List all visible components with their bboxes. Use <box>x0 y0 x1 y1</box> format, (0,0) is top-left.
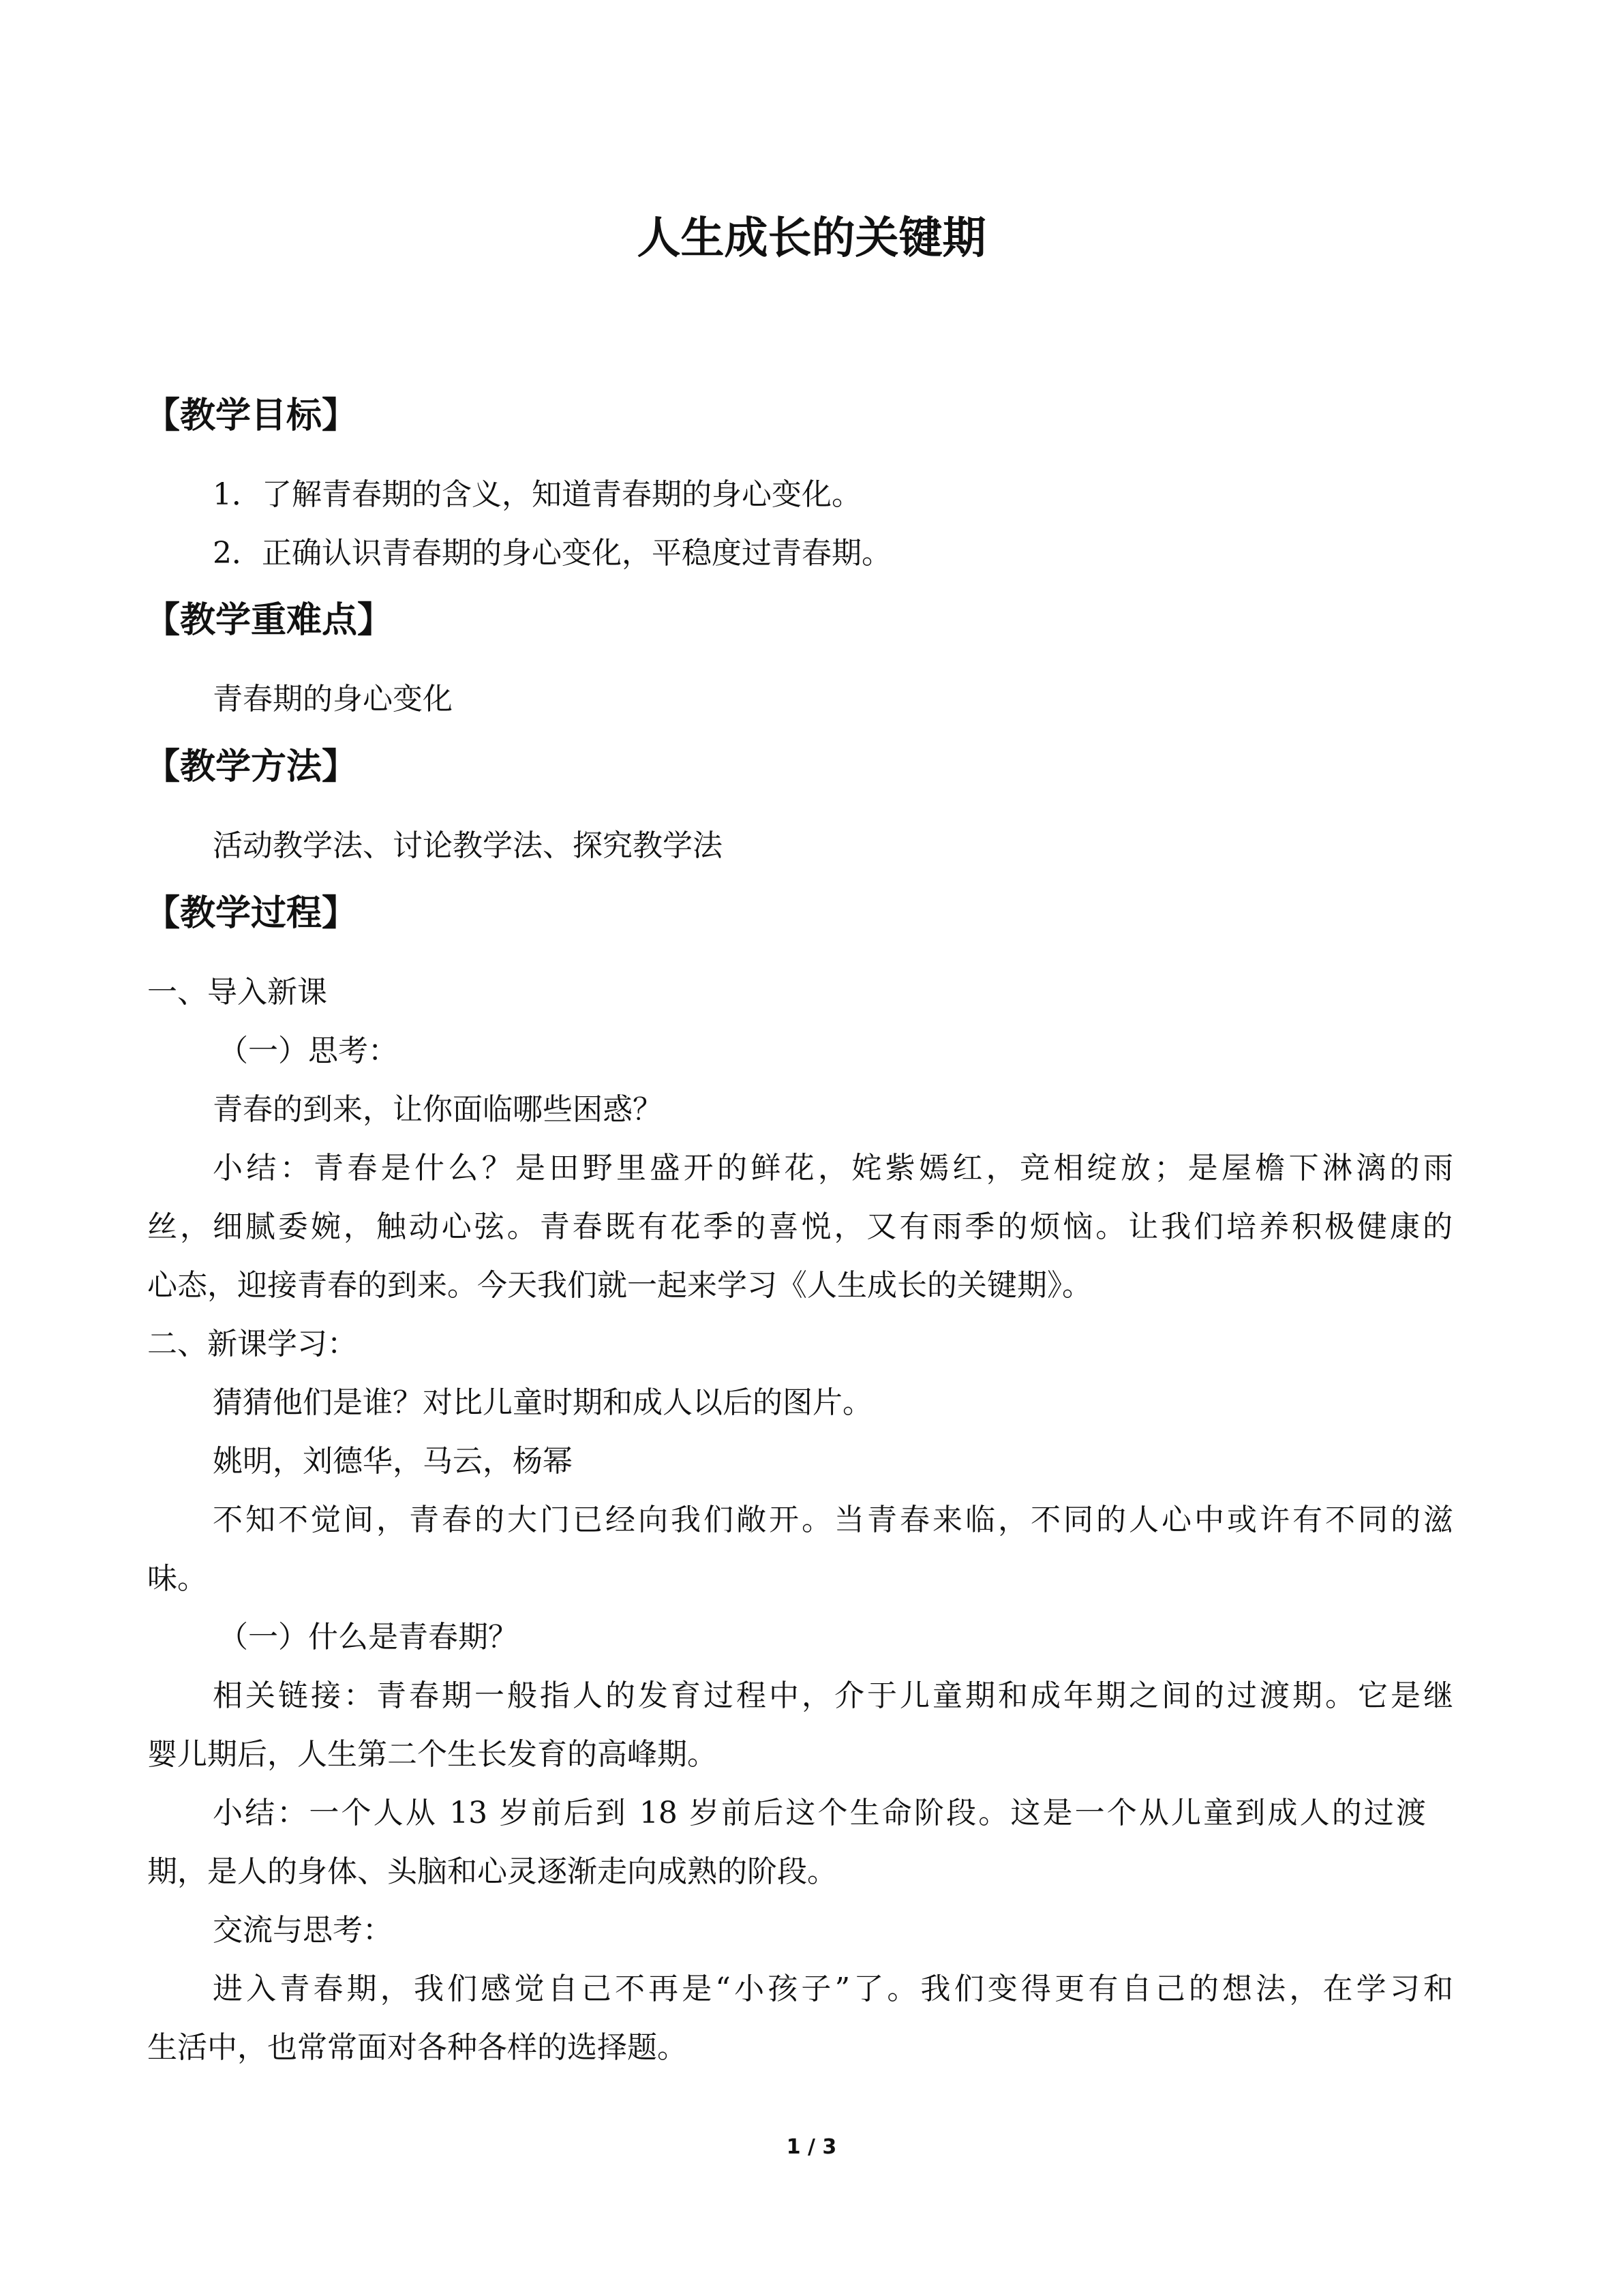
part1-summary-line-3: 心态，迎接青春的到来。今天我们就一起来学习《人生成长的关键期》。 <box>147 1268 1092 1303</box>
part2-summary-line-1: 小结：一个人从 13 岁前后到 18 岁前后这个生命阶段。这是一个从儿童到成人的过渡 <box>213 1796 1426 1830</box>
part1-summary-line-2: 丝，细腻委婉，触动心弦。青春既有花季的喜悦，又有雨季的烦恼。让我们培养积极健康的 <box>147 1209 1453 1244</box>
part2-intro-line-2: 味。 <box>147 1561 207 1596</box>
part2-summary-line-2: 期，是人的身体、头脑和心灵逐渐走向成熟的阶段。 <box>147 1854 837 1889</box>
part2-guess: 猜猜他们是谁？对比儿童时期和成人以后的图片。 <box>213 1385 873 1420</box>
part2-discuss-title: 交流与思考： <box>213 1913 393 1948</box>
part2-names: 姚明，刘德华，马云，杨幂 <box>213 1444 573 1479</box>
part2-discuss-line-2: 生活中，也常常面对各种各样的选择题。 <box>147 2030 687 2065</box>
heading-process: 【教学过程】 <box>145 893 358 934</box>
part1-title: 一、导入新课 <box>147 975 327 1010</box>
methods-text: 活动教学法、讨论教学法、探究教学法 <box>213 828 723 863</box>
heading-methods: 【教学方法】 <box>145 746 358 787</box>
part2-intro-line-1: 不知不觉间，青春的大门已经向我们敞开。当青春来临，不同的人心中或许有不同的滋 <box>213 1502 1453 1537</box>
part1-sub1: （一）思考： <box>218 1033 398 1068</box>
part2-link-line-1: 相关链接：青春期一般指人的发育过程中，介于儿童期和成年期之间的过渡期。它是继 <box>213 1678 1453 1713</box>
document-title: 人生成长的关键期 <box>637 213 986 264</box>
part1-summary-line-1: 小结：青春是什么？是田野里盛开的鲜花，姹紫嫣红，竞相绽放；是屋檐下淋漓的雨 <box>213 1151 1453 1185</box>
heading-objectives: 【教学目标】 <box>145 395 358 436</box>
part2-sub1: （一）什么是青春期？ <box>218 1620 518 1655</box>
part1-question: 青春的到来，让你面临哪些困惑？ <box>213 1092 663 1127</box>
part2-link-line-2: 婴儿期后，人生第二个生长发育的高峰期。 <box>147 1737 717 1772</box>
objective-item-2: 2．正确认识青春期的身心变化，平稳度过青春期。 <box>213 536 892 571</box>
part2-title: 二、新课学习： <box>147 1327 357 1361</box>
part2-discuss-line-1: 进入青春期，我们感觉自己不再是“小孩子”了。我们变得更有自己的想法，在学习和 <box>213 1972 1453 2006</box>
key-points-text: 青春期的身心变化 <box>213 682 453 716</box>
page-indicator: 1 / 3 <box>786 2135 837 2159</box>
objective-item-1: 1．了解青春期的含义，知道青春期的身心变化。 <box>213 477 862 512</box>
heading-key-points: 【教学重难点】 <box>145 600 393 641</box>
